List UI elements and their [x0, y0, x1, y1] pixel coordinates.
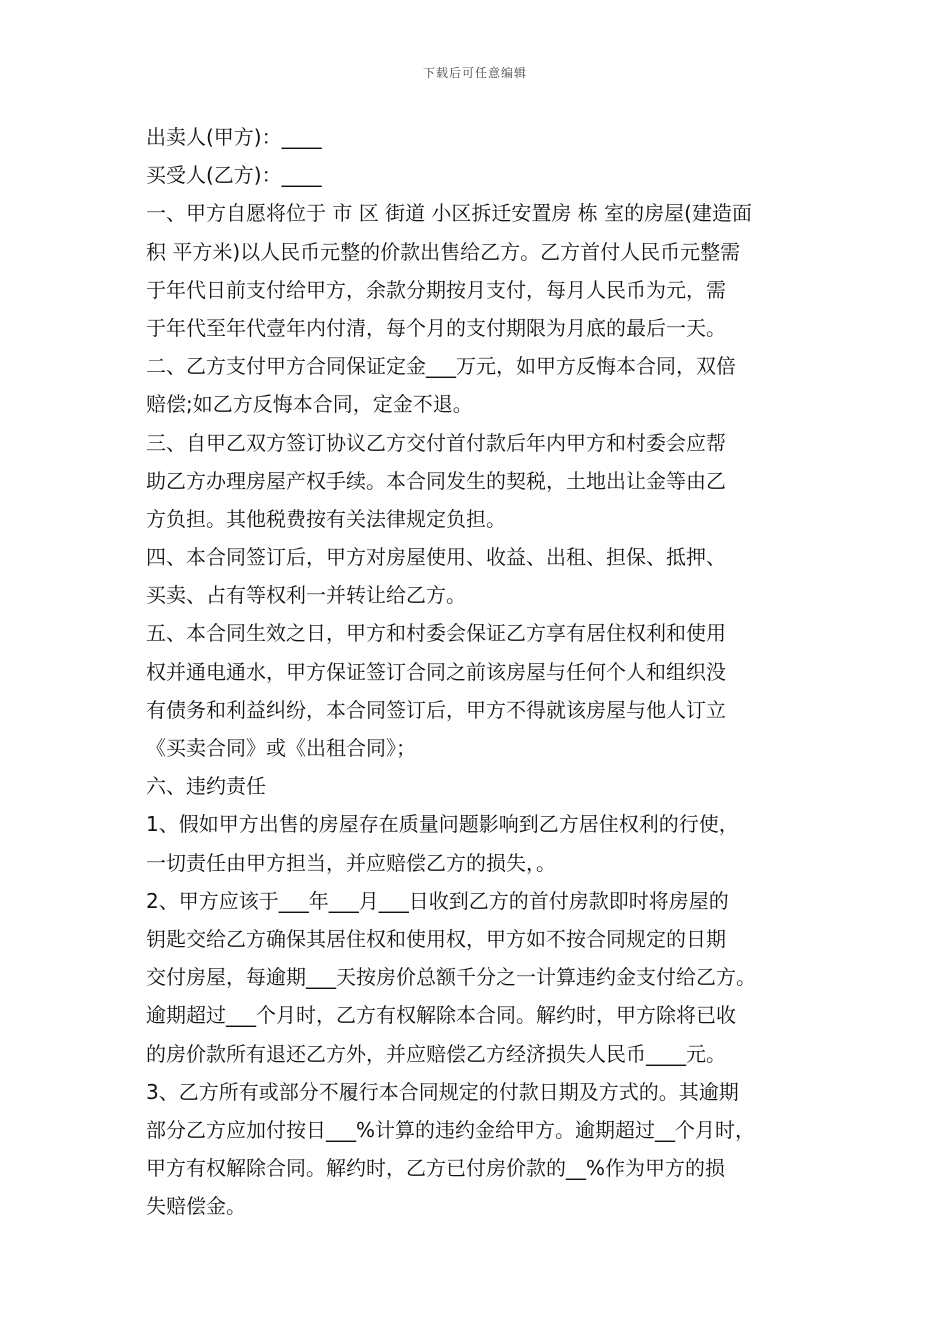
liability-item-2-line: 交付房屋，每逾期___天按房价总额千分之一计算违约金支付给乙方。	[146, 965, 756, 990]
clause-1-line: 于年代至年代壹年内付清，每个月的支付期限为月底的最后一天。	[146, 315, 726, 340]
clause-4-line: 买卖、占有等权利一并转让给乙方。	[146, 583, 466, 608]
clause-1-line: 积 平方米)以人民币元整的价款出售给乙方。乙方首付人民币元整需	[146, 239, 741, 264]
clause-5-line: 有债务和利益纠纷，本合同签订后，甲方不得就该房屋与他人订立	[146, 697, 726, 722]
liability-item-3-line: 3、乙方所有或部分不履行本合同规定的付款日期及方式的。其逾期	[146, 1079, 739, 1104]
seller-line: 出卖人(甲方)：____	[146, 125, 322, 149]
clause-1-line: 一、甲方自愿将位于 市 区 街道 小区拆迁安置房 栋 室的房屋(建造面	[146, 201, 752, 226]
buyer-line: 买受人(乙方)：____	[146, 163, 322, 188]
page-header: 下载后可任意编辑	[422, 66, 527, 80]
clause-3-line: 方负担。其他税费按有关法律规定负担。	[146, 506, 506, 531]
liability-item-2-line: 逾期超过___个月时，乙方有权解除本合同。解约时，甲方除将已收	[146, 1003, 736, 1028]
liability-item-3-line: 失赔偿金。	[146, 1194, 246, 1219]
liability-item-2-line: 2、甲方应该于___年___月___日收到乙方的首付房款即时将房屋的	[146, 888, 729, 913]
liability-item-3-line: 部分乙方应加付按日___%计算的违约金给甲方。逾期超过__个月时，	[146, 1117, 756, 1142]
section-heading-liability: 六、违约责任	[146, 774, 266, 799]
document-body	[146, 118, 836, 1225]
liability-item-3-line: 甲方有权解除合同。解约时，乙方已付房价款的__%作为甲方的损	[146, 1156, 726, 1181]
clause-2-line: 二、乙方支付甲方合同保证定金___万元，如甲方反悔本合同，双倍	[146, 354, 736, 379]
clause-3-line: 三、自甲乙双方签订协议乙方交付首付款后年内甲方和村委会应帮	[146, 430, 726, 455]
clause-5-line: 五、本合同生效之日，甲方和村委会保证乙方享有居住权利和使用	[146, 621, 726, 646]
clause-3-line: 助乙方办理房屋产权手续。本合同发生的契税，土地出让金等由乙	[146, 468, 726, 493]
clause-5-line: 权并通电通水，甲方保证签订合同之前该房屋与任何个人和组织没	[146, 659, 726, 684]
clause-2-line: 赔偿;如乙方反悔本合同，定金不退。	[146, 392, 473, 417]
liability-item-2-line: 的房价款所有退还乙方外，并应赔偿乙方经济损失人民币____元。	[146, 1041, 726, 1066]
clause-1-line: 于年代日前支付给甲方，余款分期按月支付，每月人民币为元，需	[146, 277, 726, 302]
liability-item-1-line: 一切责任由甲方担当，并应赔偿乙方的损失，。	[146, 850, 556, 875]
liability-item-1-line: 1、假如甲方出售的房屋存在质量问题影响到乙方居住权利的行使，	[146, 812, 739, 837]
liability-item-2-line: 钥匙交给乙方确保其居住权和使用权，甲方如不按合同规定的日期	[146, 926, 726, 951]
clause-4-line: 四、本合同签订后，甲方对房屋使用、收益、出租、担保、抵押、	[146, 545, 726, 570]
clause-5-line: 《买卖合同》或《出租合同》；	[146, 736, 416, 760]
